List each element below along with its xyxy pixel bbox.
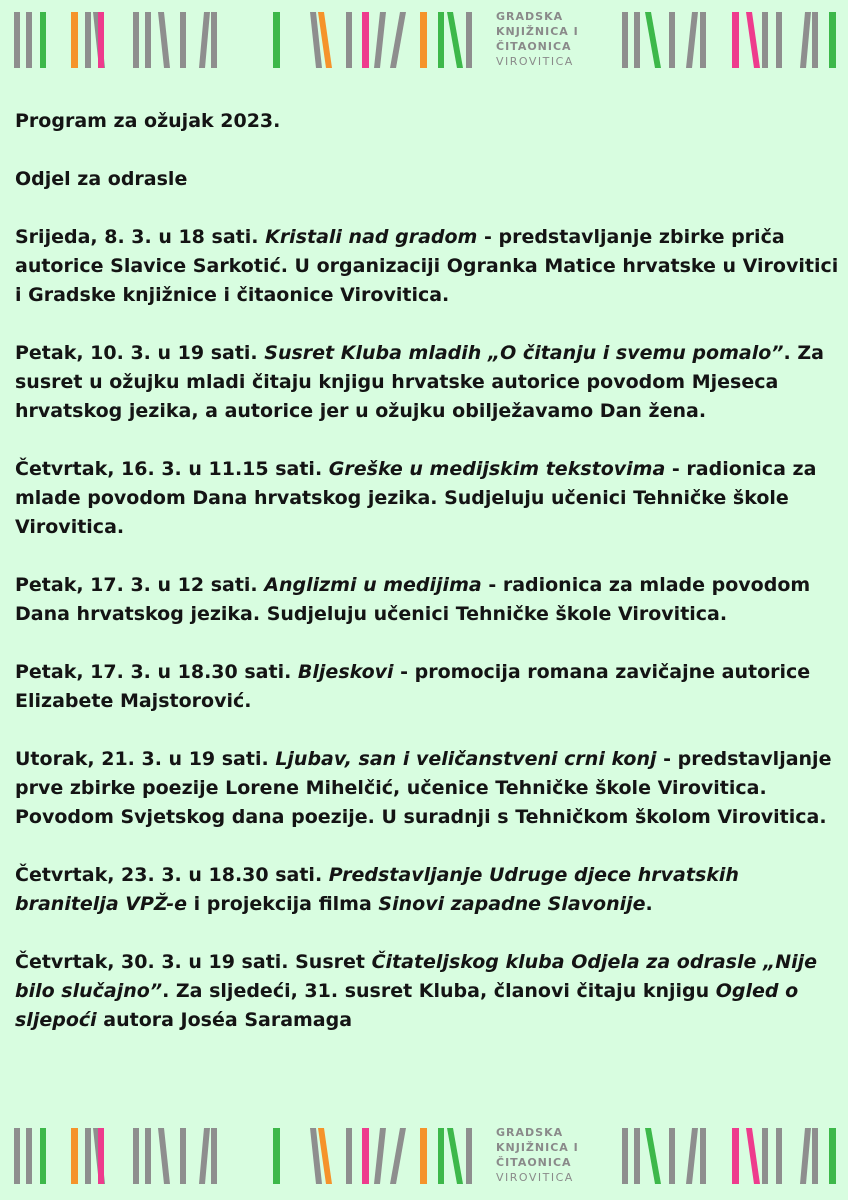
event-item (15, 223, 840, 310)
event-date: Petak, 17. 3. u 18.30 sati. (15, 661, 298, 683)
program-title: Program za ožujak 2023. (15, 110, 281, 132)
event-description: i projekcija filma (187, 893, 379, 915)
footer-banner (0, 1128, 848, 1188)
event-title: Predstavljanje Udruge djece hrvatskih branitelja VPŽ-e (15, 864, 739, 915)
event-item (15, 658, 840, 716)
logo-line-1: GRADSKA (496, 10, 564, 23)
logo-line-1: GRADSKA (496, 1126, 564, 1139)
event-date: Petak, 10. 3. u 19 sati. (15, 342, 265, 364)
book-spines-decoration (0, 1128, 848, 1186)
event-title: Susret Kluba mladih „O čitanju i svemu pomalo” (264, 342, 784, 364)
event-date: Utorak, 21. 3. u 19 sati. (15, 748, 276, 770)
logo-line-3: ČITAONICA (496, 40, 572, 53)
event-description: . Za susret u ožujku mladi čitaju knjigu hrvatske autorice povodom Mjeseca hrvatskog jezika, a autorice jer u ožujku obilježavamo Dan žena. (15, 342, 824, 422)
event-item (15, 948, 840, 1035)
event-item (15, 455, 840, 542)
event-title: Ljubav, san i veličanstveni crni konj (275, 748, 657, 770)
event-item (15, 571, 840, 629)
logo-line-2: KNJIŽNICA I (496, 1141, 579, 1154)
event-description-end: . (645, 893, 653, 915)
event-date: Srijeda, 8. 3. u 18 sati. (15, 226, 266, 248)
logo-line-4: VIROVITICA (496, 55, 574, 68)
event-description: - radionica za mlade povodom Dana hrvatskog jezika. Sudjeluju učenici Tehničke škole Virovitica. (15, 574, 811, 625)
event-item (15, 339, 840, 426)
event-description-end: autora Joséa Saramaga (96, 1009, 353, 1031)
event-description: - predstavljanje zbirke priča autorice Slavice Sarkotić. U organizaciji Ogranka Matice hrvatske u Virovitici i Gradske knjižnice i čitaonice Virovitica. (15, 226, 839, 306)
event-title: Anglizmi u medijima (264, 574, 482, 596)
program-content (15, 107, 840, 1064)
event-description: . Za sljedeći, 31. susret Kluba, članovi čitaju knjigu (162, 980, 716, 1002)
book-spines-decoration (0, 12, 848, 70)
logo-line-2: KNJIŽNICA I (496, 25, 579, 38)
event-date: Petak, 17. 3. u 12 sati. (15, 574, 265, 596)
department-title: Odjel za odrasle (15, 168, 188, 190)
event-item (15, 861, 840, 919)
library-logo (496, 1125, 606, 1187)
logo-line-4: VIROVITICA (496, 1171, 574, 1184)
library-logo (496, 9, 606, 71)
event-date: Četvrtak, 23. 3. u 18.30 sati. (15, 864, 329, 886)
header-banner (0, 12, 848, 72)
event-date: Četvrtak, 30. 3. u 19 sati. Susret (15, 951, 372, 973)
event-date: Četvrtak, 16. 3. u 11.15 sati. (15, 458, 329, 480)
event-description: - promocija romana zavičajne autorice Elizabete Majstorović. (15, 661, 811, 712)
book-title: Ogled o sljepoći (15, 980, 799, 1031)
event-title: Čitateljskog kluba Odjela za odrasle „Nije bilo slučajno” (15, 951, 818, 1002)
event-title: Greške u medijskim tekstovima (328, 458, 666, 480)
logo-line-3: ČITAONICA (496, 1156, 572, 1169)
event-title: Bljeskovi (297, 661, 394, 683)
event-item (15, 745, 840, 832)
event-title: Kristali nad gradom (265, 226, 478, 248)
event-description: - predstavljanje prve zbirke poezije Lorene Mihelčić, učenice Tehničke škole Virovitica. Povodom Svjetskog dana poezije. U suradnji s Tehničkom školom Virovitica. (15, 748, 832, 828)
film-title: Sinovi zapadne Slavonije (378, 893, 646, 915)
event-description: - radionica za mlade povodom Dana hrvatskog jezika. Sudjeluju učenici Tehničke škole Virovitica. (15, 458, 817, 538)
